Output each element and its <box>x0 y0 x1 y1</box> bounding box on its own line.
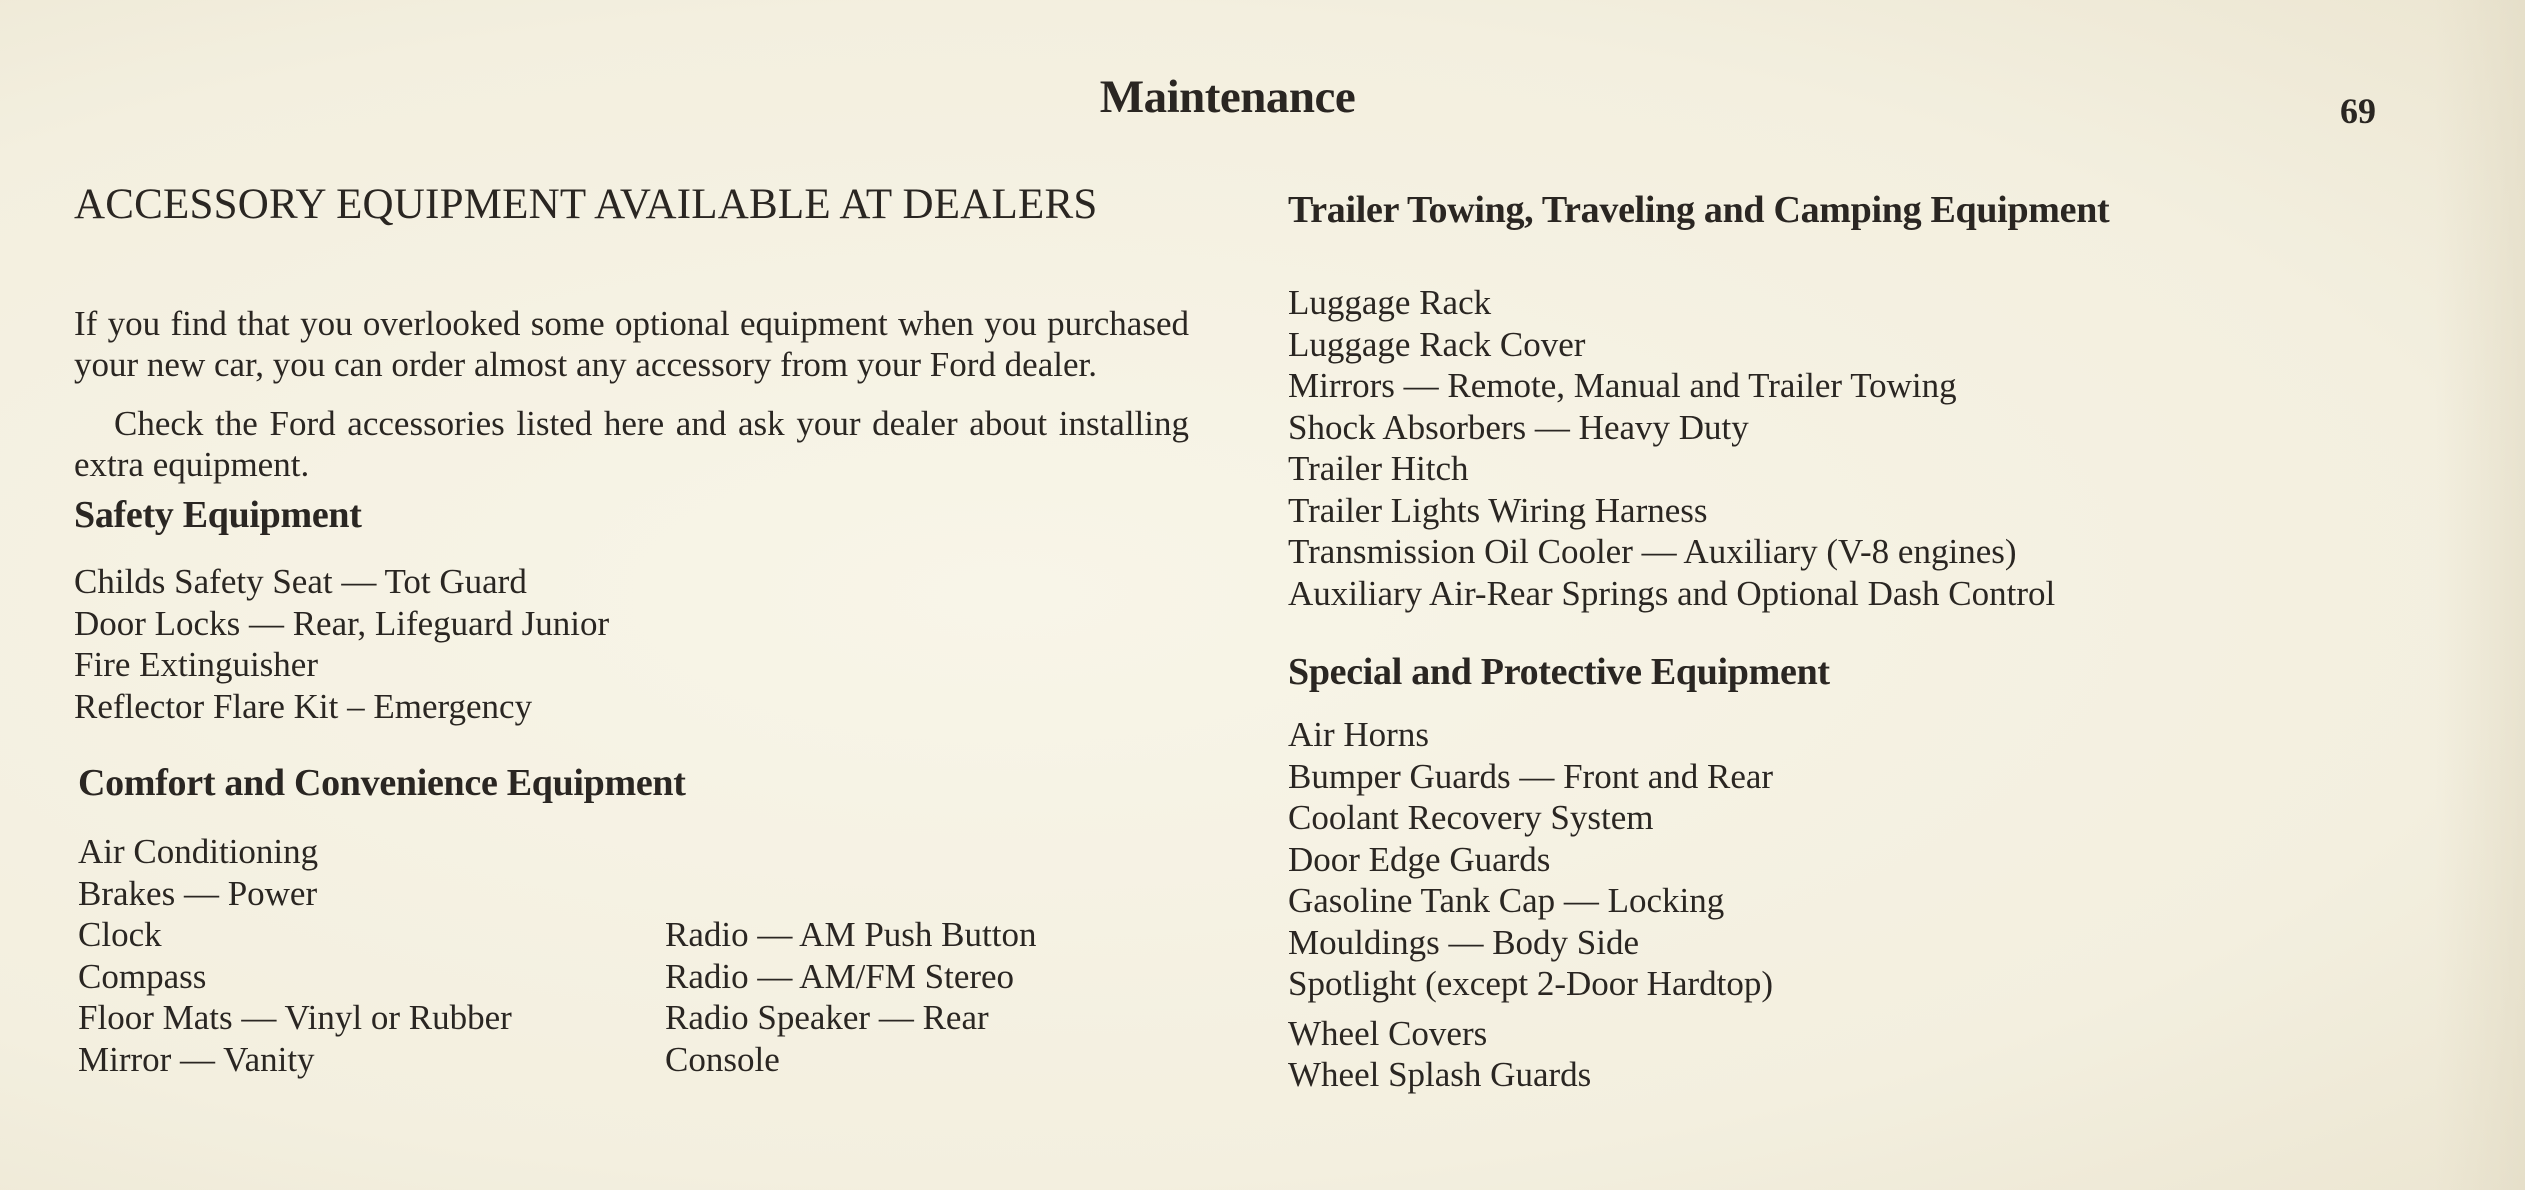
list-item: Door Locks — Rear, Lifeguard Junior <box>74 603 610 643</box>
list-item: Mouldings — Body Side <box>1288 922 1640 962</box>
list-item: Radio Speaker — Rear <box>665 998 989 1037</box>
page-number: 69 <box>2340 91 2376 131</box>
list-item: Radio — AM Push Button <box>665 915 1037 954</box>
special-list <box>1288 714 2338 1096</box>
list-item: Auxiliary Air-Rear Springs and Optional Dash Control <box>1288 573 2056 613</box>
right-column <box>1288 188 2338 1096</box>
safety-list <box>74 561 1189 727</box>
left-column <box>74 180 1189 1091</box>
list-item: Console <box>665 1039 780 1079</box>
special-heading: Special and Protective Equipment <box>1288 651 1830 693</box>
list-item: Air Conditioning <box>78 832 319 871</box>
intro-paragraph: If you find that you overlooked some optional equipment when you purchased your new car, you can order almost any accessory from your Ford dealer. <box>74 304 1189 384</box>
comfort-column-2 <box>665 914 1036 1080</box>
list-item: Luggage Rack <box>1288 283 1492 322</box>
list-item: Mirror — Vanity <box>78 1039 315 1079</box>
running-head: Maintenance <box>1099 71 1356 123</box>
list-item: Trailer Lights Wiring Harness <box>1288 490 1708 530</box>
list-item: Coolant Recovery System <box>1288 798 1654 837</box>
list-item: Childs Safety Seat — Tot Guard <box>74 562 527 601</box>
list-item: Spotlight (except 2-Door Hardtop) <box>1288 964 1774 1003</box>
section-title: ACCESSORY EQUIPMENT AVAILABLE AT DEALERS <box>74 181 1098 228</box>
trailer-list <box>1288 282 2338 614</box>
page-edge-shadow <box>2435 0 2525 1190</box>
list-item: Wheel Covers <box>1288 1013 1488 1053</box>
list-item: Reflector Flare Kit – Emergency <box>74 686 533 726</box>
safety-heading: Safety Equipment <box>74 494 362 536</box>
list-item: Door Edge Guards <box>1288 839 1551 879</box>
comfort-list <box>78 831 1189 1091</box>
list-item: Floor Mats — Vinyl or Rubber <box>78 998 512 1037</box>
list-item: Trailer Hitch <box>1288 449 1469 488</box>
comfort-column-1 <box>78 831 512 1080</box>
list-item: Gasoline Tank Cap — Locking <box>1288 881 1725 920</box>
list-item: Transmission Oil Cooler — Auxiliary (V-8 engines) <box>1288 532 2017 571</box>
trailer-heading: Trailer Towing, Traveling and Camping Equipment <box>1288 189 2110 231</box>
list-item: Air Horns <box>1288 715 1429 754</box>
instruction-paragraph: Check the Ford accessories listed here and ask your dealer about installing extra equipment. <box>74 404 1189 484</box>
list-item: Compass <box>78 956 207 996</box>
list-item: Luggage Rack Cover <box>1288 324 1586 364</box>
list-item: Wheel Splash Guards <box>1288 1055 1592 1094</box>
list-item: Brakes — Power <box>78 873 318 913</box>
comfort-heading: Comfort and Convenience Equipment <box>78 762 686 804</box>
list-item: Mirrors — Remote, Manual and Trailer Towing <box>1288 366 1957 405</box>
list-item: Radio — AM/FM Stereo <box>665 956 1015 996</box>
list-item: Clock <box>78 915 162 954</box>
list-item: Shock Absorbers — Heavy Duty <box>1288 407 1749 447</box>
list-item: Fire Extinguisher <box>74 645 318 684</box>
list-item: Bumper Guards — Front and Rear <box>1288 756 1774 796</box>
